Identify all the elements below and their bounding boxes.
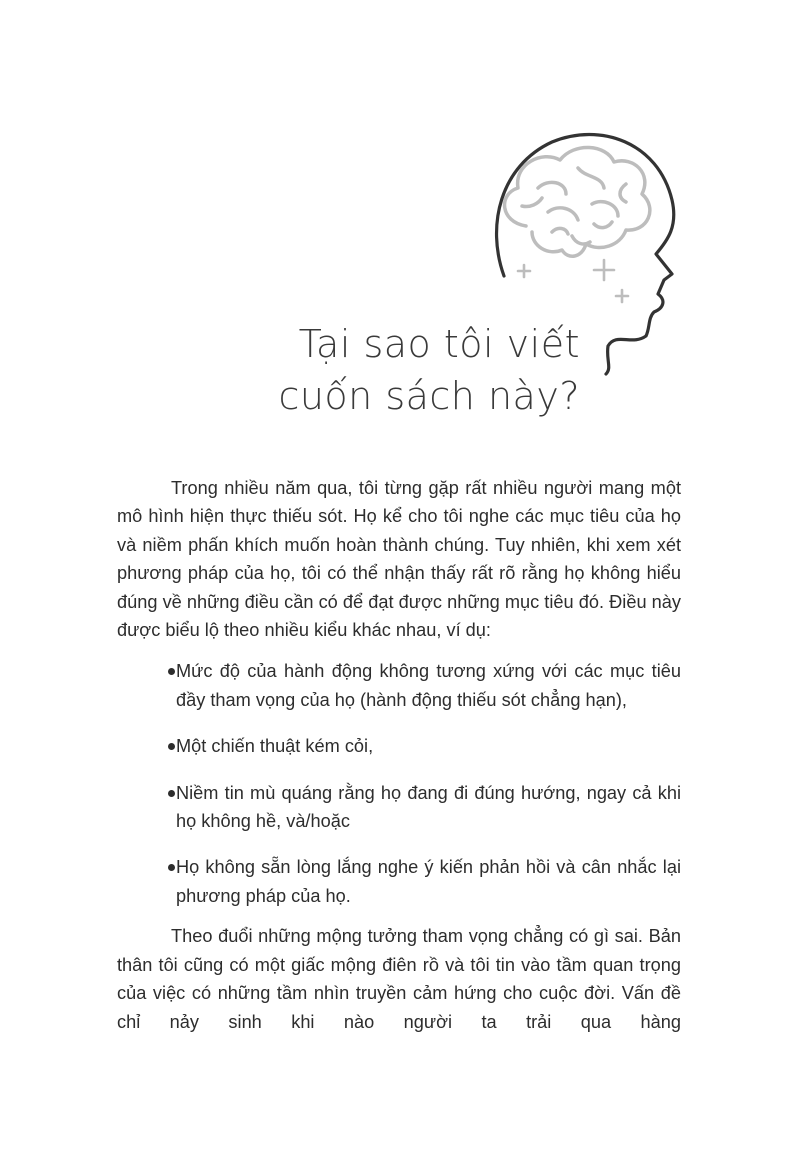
list-item-text: Mức độ của hành động không tương xứng với các mục tiêu đầy tham vọng của họ (hành động thiếu sót chẳng hạn), [176,661,681,710]
chapter-title-line-2: cuốn sách này? [278,374,580,418]
closing-paragraph: Theo đuổi những mộng tưởng tham vọng chẳng có gì sai. Bản thân tôi cũng có một giấc mộng điên rồ và tôi tin vào tầm quan trọng của việc có những tầm nhìn truyền cảm hứng cho cuộc đời. Vấn đề chỉ nảy sinh khi nào người ta trải qua hàng [117,926,681,1032]
list-item-text: Một chiến thuật kém cỏi, [176,736,374,757]
bullet-dot [168,743,175,750]
list-item-text: Niềm tin mù quáng rằng họ đang đi đúng hướng, ngay cả khi họ không hề, và/hoặc [176,782,681,832]
bullet-dot [168,790,175,797]
chapter-title-line-1: Tại sao tôi viết [298,322,580,366]
intro-paragraph: Trong nhiều năm qua, tôi từng gặp rất nhiều người mang một mô hình hiện thực thiếu sót. Họ kể cho tôi nghe các mục tiêu của họ và niềm phấn khích muốn hoàn thành chúng. Tuy nhiên, khi xem xét phương pháp của họ, tôi có thể nhận thấy rất rõ rằng họ không hiểu đúng về những điều cần có để đạt được những mục tiêu đó. Điều này được biểu lộ theo nhiều kiểu khác nhau, ví dụ: [117,478,681,641]
list-item [117,853,681,910]
bullet-dot [168,864,175,871]
list-item [117,732,681,760]
list-item-text: Họ không sẵn lòng lắng nghe ý kiến phản hồi và cân nhắc lại phương pháp của họ. [176,857,681,906]
list-item [117,779,681,836]
list-item [117,657,681,714]
bullet-list [117,657,681,910]
chapter-title [250,318,580,422]
chapter-body [117,474,681,1036]
bullet-dot [168,668,175,675]
